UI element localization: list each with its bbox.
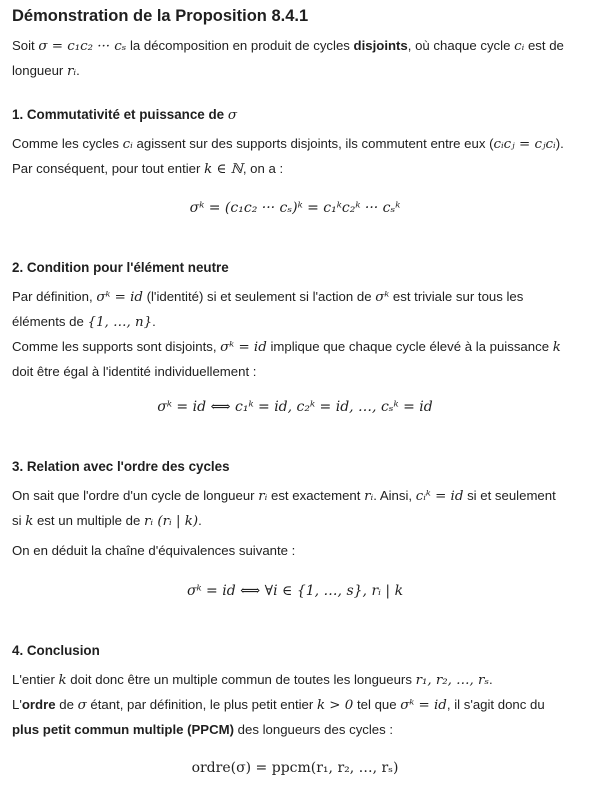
equation-identity-condition: σᵏ = id ⟺ c₁ᵏ = id, c₂ᵏ = id, …, cₛᵏ = id (157, 399, 433, 415)
body-text: Par conséquent, pour tout entier (12, 161, 205, 176)
math-inline: rᵢ (rᵢ | k) (144, 514, 199, 529)
body-text: , il s'agit donc du (446, 697, 545, 712)
math-inline: σᵏ = id (220, 340, 267, 355)
math-inline: {1, …, n} (87, 315, 153, 330)
section-1-paragraph (12, 132, 582, 182)
body-text: de (55, 697, 78, 712)
heading-text: 1. Commutativité et puissance de (12, 107, 228, 122)
section-4-heading: 4. Conclusion (12, 643, 100, 658)
math-inline: k > 0 (316, 698, 354, 713)
body-text: tel que (353, 697, 401, 712)
math-inline: cᵢᵏ = id (415, 489, 464, 504)
math-inline: cᵢcⱼ = cⱼcᵢ (493, 137, 556, 152)
body-text: si et seulement (463, 488, 556, 503)
bold-term: plus petit commun multiple (PPCM) (12, 722, 234, 737)
intro-text: , où chaque cycle (407, 38, 515, 53)
math-inline: σ (77, 698, 87, 713)
body-text: L' (12, 697, 22, 712)
body-text: L'entier (12, 672, 59, 687)
math-inline: r₁, r₂, …, rₛ (415, 673, 489, 688)
intro-text: est de (524, 38, 564, 53)
body-text: doit être égal à l'identité individuellement : (12, 364, 257, 379)
intro-paragraph (12, 34, 582, 84)
math-inline: rᵢ (67, 64, 77, 79)
body-text: (l'identité) si et seulement si l'action de (142, 289, 376, 304)
body-text: . Ainsi, (373, 488, 416, 503)
body-text: Comme les supports sont disjoints, (12, 339, 221, 354)
section-2-heading: 2. Condition pour l'élément neutre (12, 260, 229, 275)
intro-bold-text: disjoints (353, 38, 408, 53)
body-text: est triviale sur tous les (389, 289, 524, 304)
intro-text: la décomposition en produit de cycles (126, 38, 354, 53)
math-inline: k (25, 514, 34, 529)
bold-term: ordre (21, 697, 56, 712)
math-inline: σᵏ = id (400, 698, 447, 713)
body-text: . (198, 513, 202, 528)
body-text: éléments de (12, 314, 88, 329)
body-text: ). (555, 136, 564, 151)
intro-text: longueur (12, 63, 67, 78)
body-text: , on a : (242, 161, 284, 176)
section-3-lead-in: On en déduit la chaîne d'équivalences suivante : (12, 543, 296, 558)
math-inline: rᵢ (364, 489, 374, 504)
body-text: des longueurs des cycles : (234, 722, 394, 737)
section-3-paragraph (12, 484, 582, 534)
body-text: Par définition, (12, 289, 97, 304)
body-text: étant, par définition, le plus petit entier (86, 697, 317, 712)
body-text: implique que chaque cycle élevé à la puissance (266, 339, 553, 354)
body-text: si (12, 513, 26, 528)
math-inline: rᵢ (258, 489, 268, 504)
section-2-paragraph (12, 285, 582, 384)
body-text: . (488, 672, 493, 687)
body-text: est un multiple de (33, 513, 145, 528)
body-text: est exactement (267, 488, 365, 503)
body-text: . (152, 314, 156, 329)
math-inline: cᵢ (122, 137, 133, 152)
equation-power-decomposition: σᵏ = (c₁c₂ ··· cₛ)ᵏ = c₁ᵏc₂ᵏ ··· cₛᵏ (189, 200, 401, 216)
math-inline: k (552, 340, 561, 355)
equation-order-lcm: ordre(σ) = ppcm(r₁, r₂, …, rₛ) (191, 760, 399, 776)
equation-divisibility-chain: σᵏ = id ⟺ ∀i ∈ {1, …, s}, rᵢ | k (186, 583, 404, 599)
math-inline: cᵢ (514, 39, 525, 54)
page-title: Démonstration de la Proposition 8.4.1 (12, 7, 309, 25)
math-inline: k ∈ ℕ (204, 162, 243, 177)
intro-text: Soit (12, 38, 39, 53)
math-inline: σ = c₁c₂ ··· cₛ (38, 39, 127, 54)
body-text: Comme les cycles (12, 136, 123, 151)
intro-text: . (76, 63, 80, 78)
body-text: doit donc être un multiple commun de toutes les longueurs (66, 672, 416, 687)
section-4-paragraph (12, 668, 582, 742)
section-1-heading (12, 107, 237, 123)
body-text: agissent sur des supports disjoints, ils commutent entre eux ( (132, 136, 494, 151)
section-3-heading: 3. Relation avec l'ordre des cycles (12, 459, 230, 474)
math-inline: k (58, 673, 67, 688)
math-inline: σᵏ = id (96, 290, 143, 305)
math-inline: σ (227, 108, 237, 123)
math-inline: σᵏ (375, 290, 390, 305)
body-text: On sait que l'ordre d'un cycle de longueur (12, 488, 259, 503)
